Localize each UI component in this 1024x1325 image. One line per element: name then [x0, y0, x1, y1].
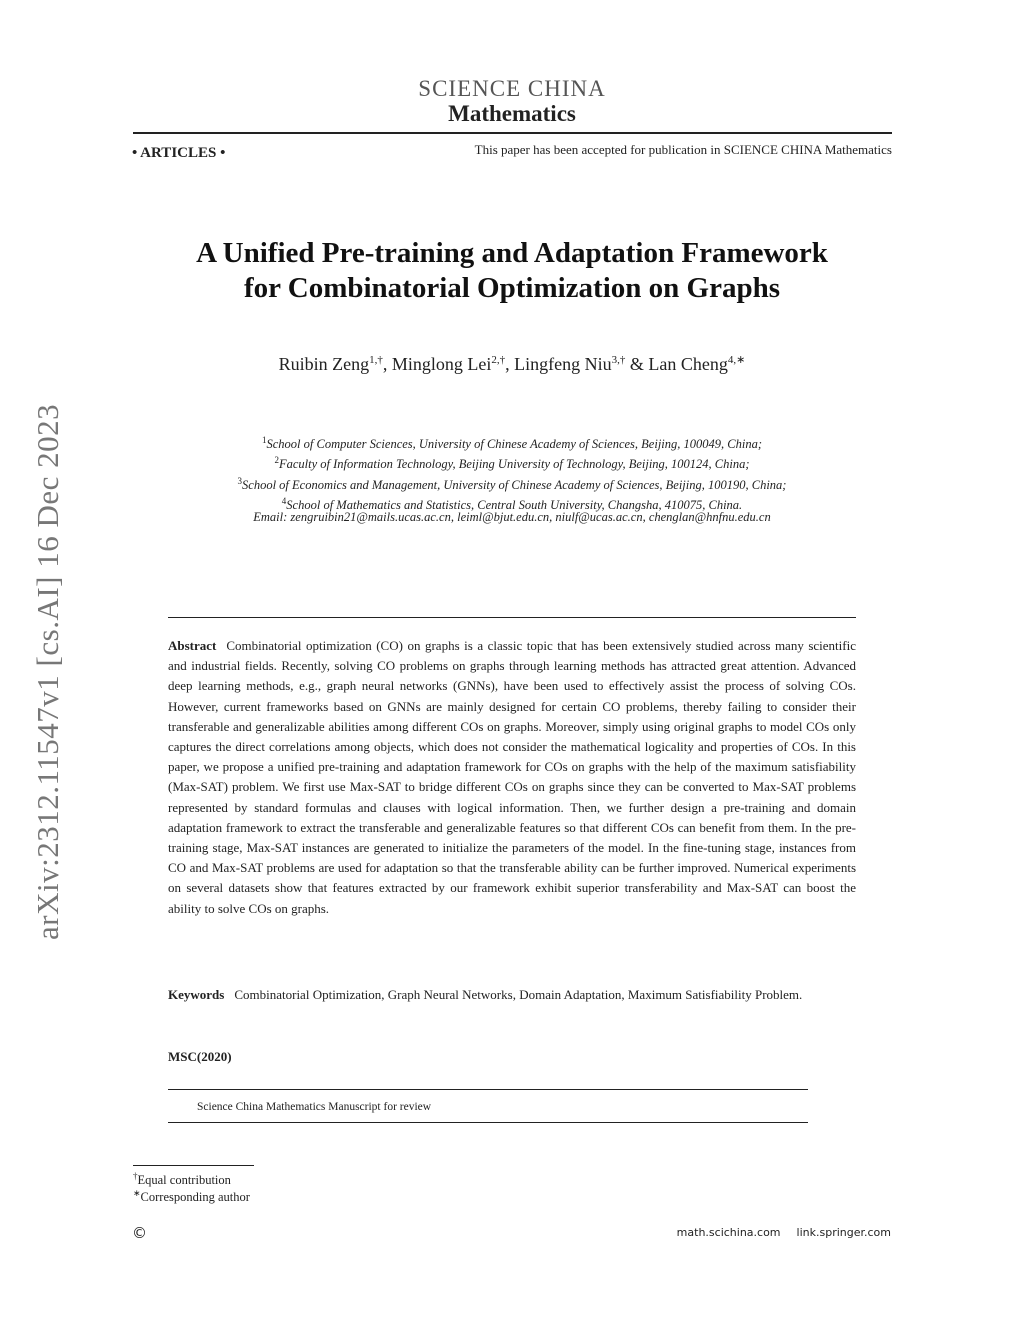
keywords-label: Keywords [168, 987, 225, 1002]
author-name: Lan Cheng [648, 354, 728, 374]
springer-link[interactable]: link.springer.com [796, 1226, 891, 1239]
accepted-note: This paper has been accepted for publication in SCIENCE CHINA Mathematics [474, 142, 892, 157]
author-mark: 4,∗ [727, 354, 746, 366]
affiliation-line [0, 452, 1024, 472]
affiliation-number: 1 [262, 435, 267, 445]
footnote-text: Equal contribution [137, 1173, 231, 1188]
journal-subject: Mathematics [448, 101, 576, 126]
journal-name: SCIENCE CHINA [418, 76, 606, 101]
affiliation-line [0, 432, 1024, 452]
author-name: Ruibin Zeng [278, 354, 370, 374]
footer-links [677, 1226, 891, 1239]
footnote [133, 1171, 231, 1188]
author-mark: 3,† [611, 354, 626, 366]
author-separator: & [625, 354, 649, 374]
affiliation-text: School of Mathematics and Statistics, Central South University, Changsha, 410075, China. [286, 498, 743, 513]
author-mark: 2,† [491, 354, 506, 366]
keywords-text: Combinatorial Optimization, Graph Neural Networks, Domain Adaptation, Maximum Satisfiability Problem. [234, 987, 803, 1002]
footnote-text: Corresponding author [140, 1190, 250, 1205]
msc-label: MSC(2020) [168, 1049, 232, 1064]
arxiv-stamp[interactable]: arXiv:2312.11547v1 [cs.AI] 16 Dec 2023 [30, 403, 65, 940]
manuscript-rule-top [168, 1089, 808, 1090]
title-line-2: for Combinatorial Optimization on Graphs [244, 272, 780, 304]
affiliation-number: 3 [237, 475, 243, 486]
affiliation-number: 2 [274, 455, 279, 466]
affiliations [0, 432, 1024, 514]
author-separator: , [505, 354, 515, 374]
affiliation-number: 4 [281, 496, 287, 507]
manuscript-note: Science China Mathematics Manuscript for review [197, 1101, 432, 1113]
affiliation-line [0, 473, 1024, 493]
footnote-mark: † [133, 1171, 138, 1181]
abstract-rule [168, 617, 856, 618]
paper-title [0, 236, 1024, 306]
abstract [168, 636, 856, 919]
author-name: Minglong Lei [391, 354, 492, 374]
keywords [168, 985, 856, 1005]
author-separator: , [382, 354, 392, 374]
author-name: Lingfeng Niu [514, 354, 612, 374]
affiliation-text: School of Economics and Management, University of Chinese Academy of Sciences, Beijing, 100190, China; [242, 478, 787, 493]
section-label: • ARTICLES • [132, 145, 226, 161]
journal-site-link[interactable]: math.scichina.com [676, 1226, 781, 1239]
footnote-mark: ∗ [133, 1188, 141, 1198]
title-line-1: A Unified Pre-training and Adaptation Framework [196, 237, 828, 269]
abstract-text: Combinatorial optimization (CO) on graphs is a classic topic that has been extensively studied across many scientific and industrial fields. Recently, solving CO problems on graphs through learning methods has attracted great attention. Advanced deep learning methods, e.g., graph neural networks (GNNs), have been used to effectively assist the process of solving COs. However, current frameworks based on GNNs are mainly designed for certain CO problems, thereby failing to consider their transferable and generalizable abilities among different COs on graphs. Moreover, simply using original graphs to model COs only captures the direct correlations among objects, which does not consider the mathematical logicality and properties of COs. In this paper, we propose a unified pre-training and adaptation framework for COs on graphs with the help of the maximum satisfiability (Max-SAT) problem. We first use Max-SAT to bridge different COs on graphs since they can be converted to Max-SAT problems represented by standard formulas and clauses with logical information. Then, we further design a pre-training and domain adaptation framework to extract the transferable and generalizable features so that different COs can benefit from them. In the pre-training stage, Max-SAT instances are generated to initialize the parameters of the model. In the fine-tuning stage, instances from CO and Max-SAT problems are used for adaptation so that the transferable ability can be further improved. Numerical experiments on several datasets show that features extracted by our framework exhibit superior transferability and Max-SAT can boost the ability to solve COs on graphs. [168, 638, 856, 916]
affiliation-text: Faculty of Information Technology, Beijing University of Technology, Beijing, 100124, China; [278, 457, 750, 472]
author-mark: 1,† [369, 354, 383, 366]
email-line: Email: zengruibin21@mails.ucas.ac.cn, leiml@bjut.edu.cn, niulf@ucas.ac.cn, chenglan@hnfnu.edu.cn [253, 510, 771, 524]
copyright-icon: © [132, 1224, 147, 1242]
footnote-rule [133, 1165, 254, 1166]
manuscript-rule-bottom [168, 1122, 808, 1123]
footnote [133, 1188, 250, 1205]
affiliation-text: School of Computer Sciences, University of Chinese Academy of Sciences, Beijing, 100049, China; [266, 437, 762, 452]
header-rule [133, 132, 892, 134]
author-list [0, 353, 1024, 375]
abstract-label: Abstract [168, 638, 217, 653]
